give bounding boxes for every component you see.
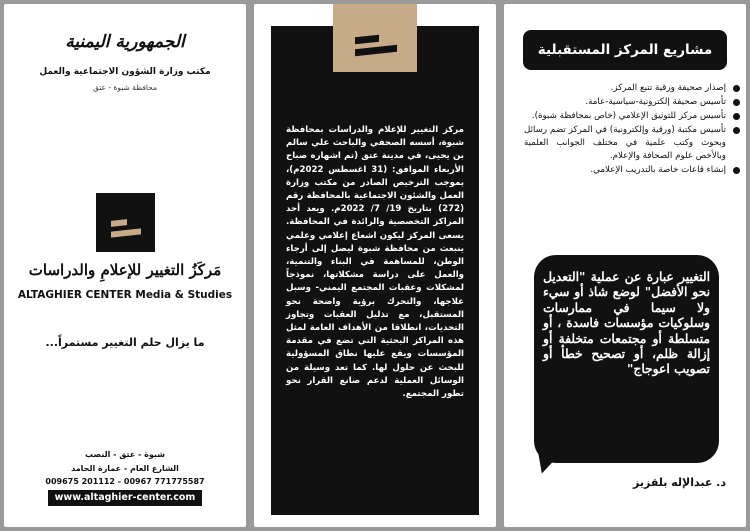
quote-text: التغيير عبارة عن عملية "التعديل نحو الأفضل" لوضع شاذ أو سيء ولا سيما في ممارسات وسلوكيات مؤسسات فاسدة ، أو متسلطة أو مجتمعات متخلفة أو إزالة ظلم، أو تصحيح خطأ أو تصويب اعوجاج"	[543, 269, 710, 377]
bullet-icon	[733, 85, 740, 92]
org-name-english: ALTAGHIER CENTER Media & Studies	[17, 289, 233, 301]
bullet-icon	[733, 99, 740, 106]
projects-title: مشاريع المركز المستقبلية	[523, 30, 727, 70]
quote-bubble	[534, 255, 719, 463]
quote-author: د. عبدالإله بلقزيز	[633, 476, 726, 489]
address-line-1: شبوة - عتق - النصب	[85, 450, 165, 459]
speech-tail-icon	[534, 454, 556, 476]
calligraphy-header: الجمهورية اليمنية	[65, 32, 185, 52]
org-name-arabic: مَركَزُ التغيير للإعلامِ والدراسات	[28, 261, 222, 279]
projects-list	[524, 82, 740, 178]
list-item: إنشاء قاعات خاصة بالتدريب الإعلامي.	[524, 164, 740, 177]
slogan: ما يزال حلم التغيير مستمراً...	[45, 336, 205, 349]
governorate-line: محافظة شبوة - عتق	[92, 83, 158, 92]
list-item: تأسيس مكتبة (ورقية وإلكترونية) في المركز تضم رسائل وبحوث وكتب علمية في مختلف الجوانب العلمية وبالأخص علوم الصحافة والإعلام.	[524, 124, 740, 163]
about-text: مركز التغيير للإعلام والدراسات بمحافظة شبوة، أسسه الصحفي والباحث علي سالم بن يحيى، في مدينة عتق (تم اشهاره صباح الأربعاء الموافق: (31 اغسطس 2022م)، بموجب الترخيص الصادر من مكتب وزارة العمل والشئون الاجتماعية بالمحافظة رقم (272) بتاريخ 19/ 7/ 2022م. ويعد أحد المراكز التخصصية والرائدة في المحافظة. يسعى المركز ليكون اشعاع إعلامي وعلمي ينبعث من محافظة شبوة ليصل إلى أرجاء الوطن، للمساهمة في البناء والتنمية، والعمل على دراسة مشكلاتها، نموذجاً لمشكلات وعقبات المجتمع اليمني- وسبل علاجها، والتحرك برؤية واضحة نحو المستقبل، مع تذليل العقبات وتجاوز التحديات، انطلاقا من الأهداف العامة لمثل هذه المراكز البحثية التي تضع في مقدمة المؤسسات ويقع عليها نطاق المسؤولية للبحث عن حلول لها. كما تعد وسيلة من الوسائل العملية لدعم صانع القرار نحو تطور المجتمع.	[286, 125, 464, 400]
logo-tab	[333, 4, 417, 72]
bullet-icon	[733, 113, 740, 120]
address-line-2: الشارع العام - عمارة الحامد	[71, 464, 179, 473]
website-link[interactable]: www.altaghier-center.com	[48, 490, 202, 506]
front-cover-panel	[4, 4, 246, 527]
list-item: إصدار صحيفة ورقية تتبع المركز.	[524, 82, 740, 95]
about-panel	[254, 4, 496, 527]
center-logo	[96, 193, 155, 252]
projects-panel	[504, 4, 746, 527]
bullet-icon	[733, 127, 740, 134]
list-item: تأسيس مركز للتوثيق الإعلامي (خاص بمحافظة شبوة).	[524, 110, 740, 123]
phone-numbers: 009675 201112 - 00967 771775587	[45, 477, 205, 486]
list-item: تأسيس صحيفة إلكترونية-سياسية-عامة.	[524, 96, 740, 109]
bullet-icon	[733, 167, 740, 174]
ministry-line: مكتب وزارة الشؤون الاجتماعية والعمل	[39, 67, 211, 77]
